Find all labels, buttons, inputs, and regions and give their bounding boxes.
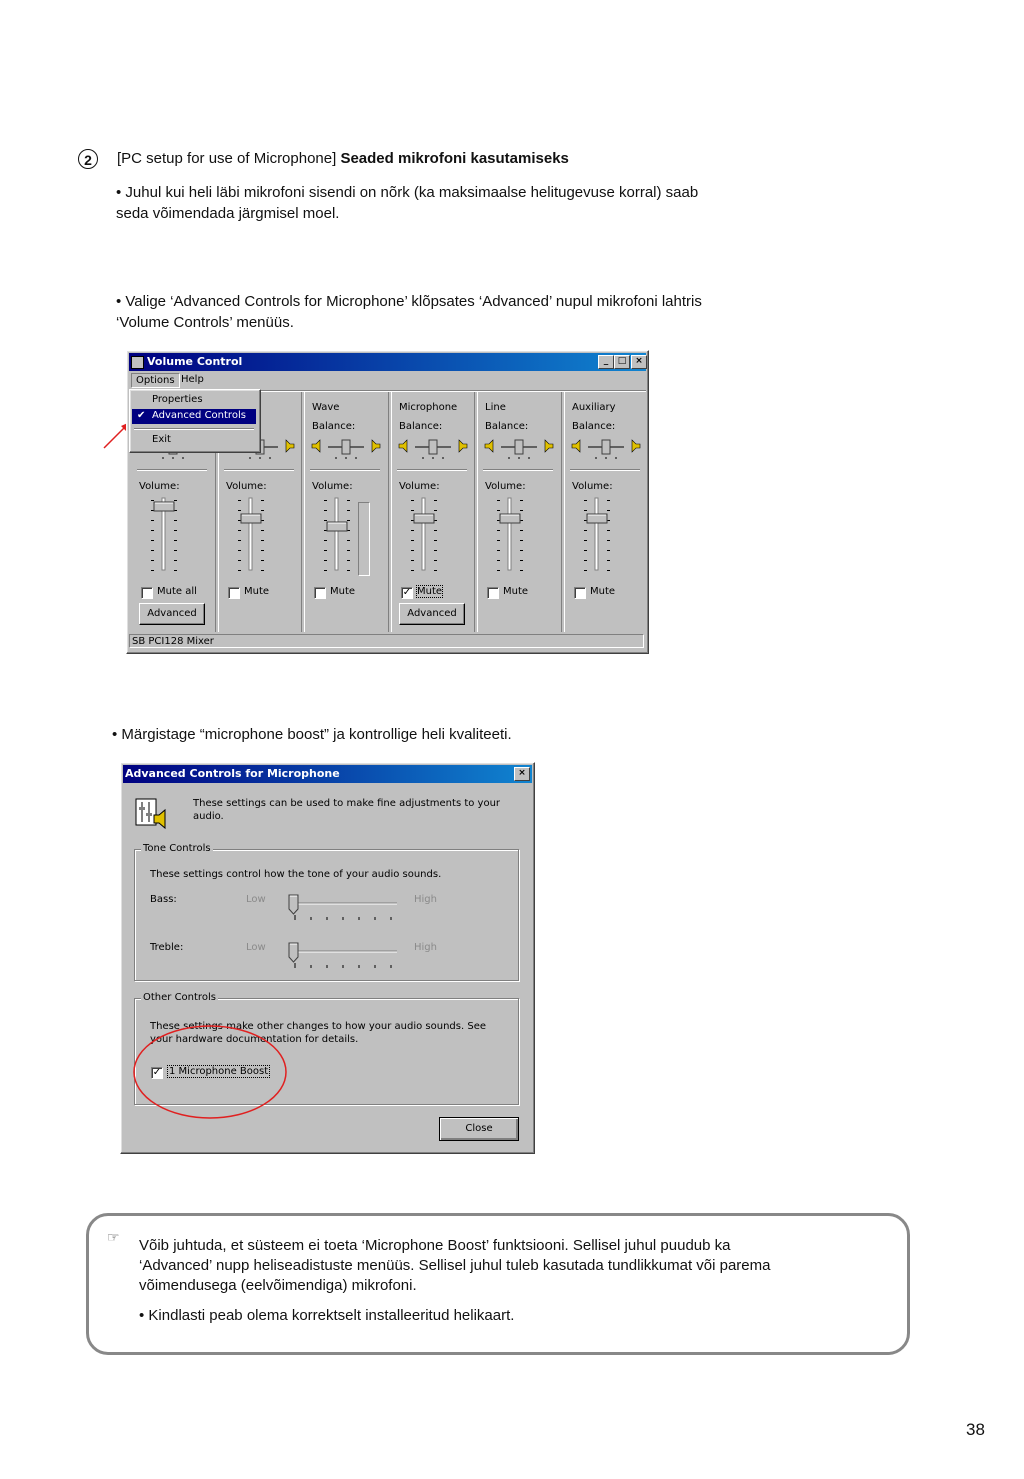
mixer-column xyxy=(302,392,389,632)
volume-slider-graphic xyxy=(495,496,535,574)
other-controls-label: Other Controls xyxy=(143,992,216,1003)
step-number-badge: 2 xyxy=(78,149,98,169)
mute-checkbox[interactable] xyxy=(314,587,326,599)
other-controls-line-2: your hardware documentation for details. xyxy=(150,1034,359,1045)
volume-slider-graphic xyxy=(236,496,276,574)
menu-item-advanced-controls-label: Advanced Controls xyxy=(152,410,246,421)
balance-slider[interactable] xyxy=(397,437,469,461)
channel-name: Wave xyxy=(312,402,340,413)
close-dialog-button[interactable]: Close xyxy=(439,1117,519,1141)
minimize-button[interactable]: _ xyxy=(598,355,614,369)
note-line-3: võimendusega (eelvõimendiga) mikrofoni. xyxy=(139,1277,417,1294)
highlight-circle-icon xyxy=(130,1022,292,1122)
tone-controls-label: Tone Controls xyxy=(143,843,211,854)
speaker-app-icon xyxy=(131,356,144,369)
page-number: 38 xyxy=(966,1420,985,1439)
volume-slider[interactable] xyxy=(582,496,622,574)
note-line-2: ‘Advanced’ nupp heliseadistuste menüüs. Sellisel juhul tuleb kasutada tundlikkumat või parema xyxy=(139,1257,771,1274)
menu-options[interactable]: Options xyxy=(131,373,180,388)
menu-item-advanced-controls[interactable] xyxy=(132,409,256,424)
advanced-controls-titlebar xyxy=(123,765,532,783)
mute-checkbox[interactable] xyxy=(141,587,153,599)
channel-name: Microphone xyxy=(399,402,458,413)
balance-label: Balance: xyxy=(572,421,616,432)
mute-checkbox[interactable] xyxy=(228,587,240,599)
volume-slider-graphic xyxy=(409,496,449,574)
bass-label: Bass: xyxy=(150,894,177,905)
paragraph-1-line-2: seda võimendada järgmisel moel. xyxy=(116,205,340,222)
balance-slider-graphic xyxy=(483,437,555,461)
column-divider xyxy=(224,469,294,471)
checkmark-icon: ✔ xyxy=(137,410,146,421)
paragraph-3: • Märgistage “microphone boost” ja kontrollige heli kvaliteeti. xyxy=(112,726,512,743)
note-text xyxy=(139,1236,889,1326)
volume-label: Volume: xyxy=(139,481,180,492)
step-heading xyxy=(117,148,569,169)
menu-help[interactable]: Help xyxy=(181,374,204,385)
mute-label[interactable]: Mute xyxy=(330,586,356,597)
volume-label: Volume: xyxy=(572,481,613,492)
volume-label: Volume: xyxy=(312,481,353,492)
balance-label: Balance: xyxy=(312,421,356,432)
intro-line-1: These settings can be used to make fine adjustments to your xyxy=(193,798,501,809)
pointing-hand-icon: ☞ xyxy=(107,1229,120,1245)
mute-checkbox[interactable]: ✓ xyxy=(402,587,412,598)
column-divider xyxy=(310,469,380,471)
advanced-button[interactable]: Advanced xyxy=(139,603,205,625)
volume-slider[interactable] xyxy=(495,496,535,574)
volume-slider-graphic xyxy=(149,496,189,574)
status-bar: SB PCI128 Mixer xyxy=(129,634,644,648)
note-bullet: • Kindlasti peab olema korrektselt installeeritud helikaart. xyxy=(139,1307,515,1324)
maximize-button[interactable]: □ xyxy=(614,355,630,369)
mute-label[interactable]: Mute xyxy=(417,586,443,597)
intro-line-2: audio. xyxy=(193,811,224,822)
step-heading-prefix: [PC setup for use of Microphone] xyxy=(117,150,341,167)
paragraph-2-line-2: ‘Volume Controls’ menüüs. xyxy=(116,314,294,331)
volume-slider-graphic xyxy=(582,496,622,574)
column-divider xyxy=(137,469,207,471)
balance-slider-graphic xyxy=(570,437,642,461)
close-button[interactable]: × xyxy=(631,355,647,369)
paragraph-1 xyxy=(116,182,816,224)
volume-label: Volume: xyxy=(485,481,526,492)
balance-label: Balance: xyxy=(399,421,443,432)
volume-control-window xyxy=(126,350,649,654)
column-divider xyxy=(570,469,640,471)
advanced-controls-title: Advanced Controls for Microphone xyxy=(125,767,340,780)
mixer-speaker-icon xyxy=(134,797,170,831)
advanced-button[interactable]: Advanced xyxy=(399,603,465,625)
mute-checkbox[interactable] xyxy=(574,587,586,599)
channel-name: Auxiliary xyxy=(572,402,616,413)
volume-slider[interactable] xyxy=(236,496,276,574)
bass-low-label: Low xyxy=(246,894,266,905)
level-meter xyxy=(358,502,370,576)
options-dropdown-menu xyxy=(129,389,261,453)
mute-checkbox[interactable] xyxy=(487,587,499,599)
balance-slider[interactable] xyxy=(310,437,382,461)
column-divider xyxy=(483,469,553,471)
volume-control-title: Volume Control xyxy=(147,355,243,368)
mixer-column xyxy=(475,392,562,632)
mute-label[interactable]: Mute xyxy=(590,586,616,597)
balance-slider[interactable] xyxy=(483,437,555,461)
volume-control-titlebar xyxy=(129,353,646,371)
microphone-boost-label[interactable]: 1 Microphone Boost xyxy=(169,1066,269,1077)
treble-high-label: High xyxy=(414,942,437,953)
mixer-column xyxy=(389,392,476,632)
balance-slider-graphic xyxy=(310,437,382,461)
volume-slider[interactable] xyxy=(149,496,189,574)
mixer-column xyxy=(562,392,649,632)
paragraph-2 xyxy=(116,291,816,333)
treble-slider[interactable] xyxy=(287,941,399,971)
intro-text xyxy=(193,797,513,823)
microphone-boost-checkbox[interactable]: ✓ xyxy=(152,1067,162,1078)
paragraph-1-line-1: • Juhul kui heli läbi mikrofoni sisendi on nõrk (ka maksimaalse helitugevuse korral) saab xyxy=(116,184,699,201)
treble-label: Treble: xyxy=(150,942,184,953)
treble-low-label: Low xyxy=(246,942,266,953)
volume-label: Volume: xyxy=(399,481,440,492)
volume-slider[interactable] xyxy=(409,496,449,574)
step-heading-bold: Seaded mikrofoni kasutamiseks xyxy=(340,150,569,167)
column-divider xyxy=(397,469,467,471)
volume-label: Volume: xyxy=(226,481,267,492)
menu-item-exit[interactable]: Exit xyxy=(152,434,171,445)
dropdown-separator xyxy=(134,428,254,430)
tone-controls-description: These settings control how the tone of your audio sounds. xyxy=(150,869,442,880)
dialog-close-x-button[interactable]: × xyxy=(514,767,530,781)
menu-item-properties[interactable]: Properties xyxy=(152,394,203,405)
paragraph-2-line-1: • Valige ‘Advanced Controls for Microphone’ klõpsates ‘Advanced’ nupul mikrofoni lahtris xyxy=(116,293,702,310)
balance-slider[interactable] xyxy=(570,437,642,461)
mute-label[interactable]: Mute all xyxy=(157,586,197,597)
balance-slider-graphic xyxy=(397,437,469,461)
note-line-1: Võib juhtuda, et süsteem ei toeta ‘Microphone Boost’ funktsiooni. Sellisel juhul puudub ka xyxy=(139,1237,731,1254)
mute-label[interactable]: Mute xyxy=(244,586,270,597)
bass-slider[interactable] xyxy=(287,893,399,923)
channel-name: Line xyxy=(485,402,506,413)
volume-slider-graphic xyxy=(322,496,362,574)
tone-slider-graphic xyxy=(287,941,399,971)
bass-high-label: High xyxy=(414,894,437,905)
balance-label: Balance: xyxy=(485,421,529,432)
volume-slider[interactable] xyxy=(322,496,362,574)
other-controls-line-1: These settings make other changes to how your audio sounds. See xyxy=(150,1021,486,1032)
mute-label[interactable]: Mute xyxy=(503,586,529,597)
menu-bar xyxy=(129,372,646,390)
tone-slider-graphic xyxy=(287,893,399,923)
